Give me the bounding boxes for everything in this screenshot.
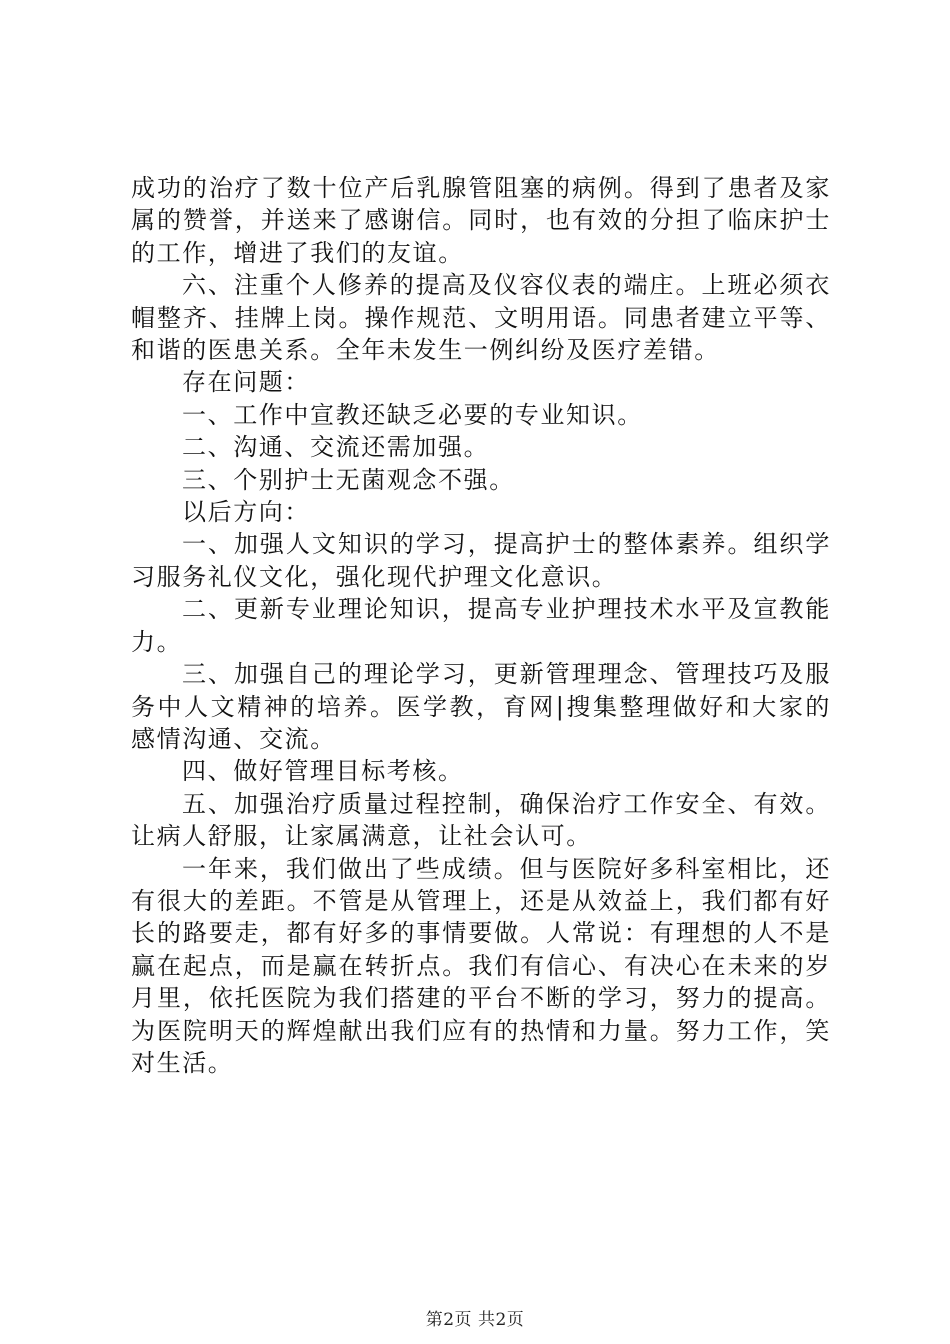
direction-item-4: 四、做好管理目标考核。 [182,757,464,786]
paragraph-1: 成功的治疗了数十位产后乳腺管阻塞的病例。得到了患者及家属的赞誉，并送来了感谢信。同时，也有效的分担了临床护士的工作，增进了我们的友谊。 [131,174,831,267]
closing-paragraph: 一年来，我们做出了些成绩。但与医院好多科室相比，还有很大的差距。不管是从管理上，还是从效益上，我们都有好长的路要走，都有好多的事情要做。人常说：有理想的人不是赢在起点，而是赢在转折点。我们有信心、有决心在未来的岁月里，依托医院为我们搭建的平台不断的学习，努力的提高。为医院明天的辉煌献出我们应有的热情和力量。努力工作，笑对生活。 [131,854,831,1077]
section-heading-problems: 存在问题： [182,368,310,397]
problem-item-2: 二、沟通、交流还需加强。 [182,433,490,462]
paragraph-2: 六、注重个人修养的提高及仪容仪表的端庄。上班必须衣帽整齐、挂牌上岗。操作规范、文明用语。同患者建立平等、和谐的医患关系。全年未发生一例纠纷及医疗差错。 [131,271,831,365]
page-footer: 第2页 共2页 [425,1310,525,1330]
section-heading-direction: 以后方向： [182,498,310,527]
direction-item-2: 二、更新专业理论知识，提高专业护理技术水平及宣教能力。 [131,595,831,656]
problem-item-3: 三、个别护士无菌观念不强。 [182,465,515,494]
problem-item-1: 一、工作中宣教还缺乏必要的专业知识。 [182,400,643,429]
document-body [131,172,831,1079]
direction-item-1: 一、加强人文知识的学习，提高护士的整体素养。组织学习服务礼仪文化，强化现代护理文化意识。 [131,530,831,591]
direction-item-5: 五、加强治疗质量过程控制，确保治疗工作安全、有效。让病人舒服，让家属满意，让社会认可。 [131,789,831,851]
direction-item-3: 三、加强自己的理论学习，更新管理理念、管理技巧及服务中人文精神的培养。医学教，育网|搜集整理做好和大家的感情沟通、交流。 [131,660,831,753]
